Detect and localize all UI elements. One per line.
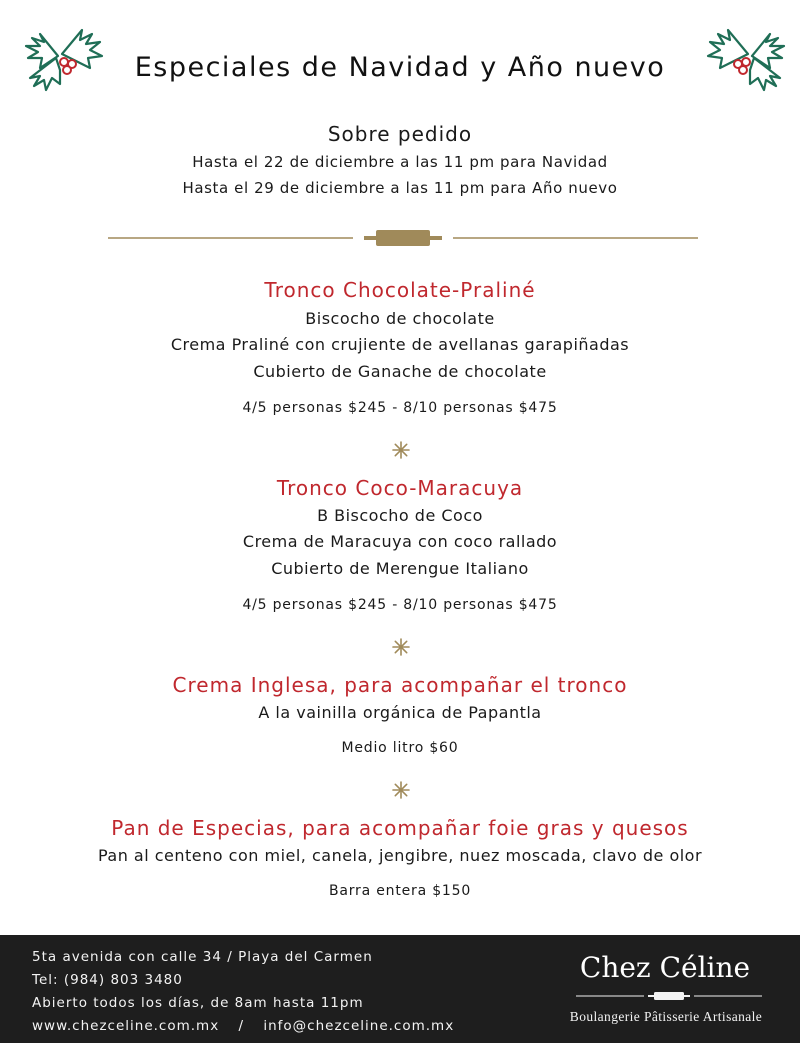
footer	[0, 935, 800, 1043]
rolling-pin-icon	[364, 230, 442, 246]
snowflake-icon	[391, 440, 411, 460]
footer-address: 5ta avenida con calle 34 / Playa del Carmen	[32, 949, 373, 965]
item-title: Pan de Especias, para acompañar foie gras y quesos	[111, 816, 689, 840]
snowflake-icon	[391, 780, 411, 800]
email-link[interactable]: info@chezceline.com.mx	[263, 1018, 455, 1034]
contact-separator: /	[238, 1018, 245, 1034]
item-price: 4/5 personas $245 - 8/10 personas $475	[242, 400, 558, 416]
item-line: B Biscocho de Coco	[317, 506, 483, 525]
snowflake-icon	[391, 637, 411, 657]
item-line: A la vainilla orgánica de Papantla	[258, 703, 542, 722]
item-line: Crema Praliné con crujiente de avellanas garapiñadas	[170, 335, 630, 354]
item-line: Cubierto de Merengue Italiano	[271, 559, 529, 578]
item-line: Cubierto de Ganache de chocolate	[253, 362, 547, 381]
footer-hours: Abierto todos los días, de 8am hasta 11pm	[32, 995, 364, 1011]
item-line: Crema de Maracuya con coco rallado	[242, 532, 558, 551]
item-title: Tronco Coco-Maracuya	[276, 476, 524, 500]
item-line: Biscocho de chocolate	[305, 309, 495, 328]
item-line: Pan al centeno con miel, canela, jengibre, nuez moscada, clavo de olor	[97, 846, 703, 865]
deadline-christmas: Hasta el 22 de diciembre a las 11 pm para Navidad	[192, 153, 608, 171]
page-title: Especiales de Navidad y Año nuevo	[134, 52, 666, 83]
deadline-new-year: Hasta el 29 de diciembre a las 11 pm para Año nuevo	[182, 179, 618, 197]
rolling-pin-icon	[648, 992, 690, 1000]
rolling-pin-divider	[108, 228, 698, 248]
footer-phone[interactable]: Tel: (984) 803 3480	[32, 972, 183, 988]
footer-contact	[32, 1018, 454, 1034]
item-title: Crema Inglesa, para acompañar el tronco	[172, 673, 628, 697]
brand-tagline: Boulangerie Pâtisserie Artisanale	[569, 1009, 763, 1024]
item-price: 4/5 personas $245 - 8/10 personas $475	[242, 597, 558, 613]
item-title: Tronco Chocolate-Praliné	[264, 278, 536, 302]
item-price: Barra entera $150	[328, 883, 472, 899]
item-price: Medio litro $60	[341, 740, 459, 756]
brand-logo-name: Chez Céline	[579, 951, 751, 984]
brand-rolling-pin-rule	[576, 991, 762, 1001]
website-link[interactable]: www.chezceline.com.mx	[32, 1018, 220, 1034]
order-label: Sobre pedido	[327, 122, 473, 146]
